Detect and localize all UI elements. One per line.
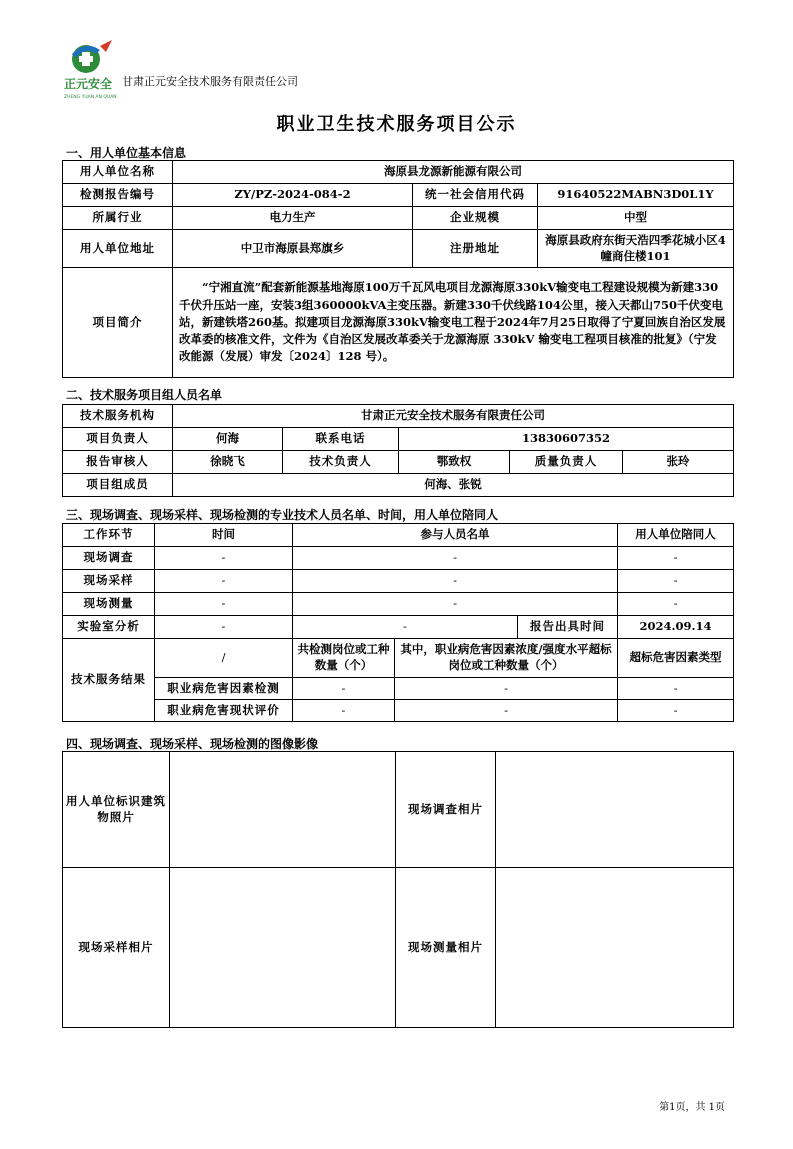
eval-exceed: - xyxy=(395,700,618,722)
stage-people: - xyxy=(293,593,618,616)
field-work-table xyxy=(62,523,734,722)
stage-time: - xyxy=(155,570,293,593)
phone-label: 联系电话 xyxy=(283,428,399,451)
team-table xyxy=(62,404,734,497)
survey-photo-label: 现场调查相片 xyxy=(396,752,496,868)
company-logo xyxy=(62,38,118,104)
tech: 鄂致权 xyxy=(399,451,510,474)
unit-name: 海原县龙源新能源有限公司 xyxy=(173,161,734,184)
reg-address: 海原县政府东街天浩四季花城小区4幢商住楼101 xyxy=(538,230,734,268)
lab-people: - xyxy=(293,616,518,639)
logo-subtext: ZHENG YUAN AN QUAN xyxy=(64,95,117,100)
basic-info-table xyxy=(62,160,734,378)
eval-label: 职业病危害现状评价 xyxy=(155,700,293,722)
sampling-photo-slot xyxy=(170,868,396,1028)
page-title: 职业卫生技术服务项目公示 xyxy=(276,114,517,135)
report-no-label: 检测报告编号 xyxy=(63,184,173,207)
report-no: ZY/PZ-2024-084-2 xyxy=(173,184,413,207)
section-1-heading: 一、用人单位基本信息 xyxy=(66,146,187,160)
stage-sampling: 现场采样 xyxy=(63,570,155,593)
section-2-heading: 二、技术服务项目组人员名单 xyxy=(66,388,223,402)
result-slash: / xyxy=(155,639,293,678)
reg-address-label: 注册地址 xyxy=(413,230,538,268)
building-photo-slot xyxy=(170,752,396,868)
quality-label: 质量负责人 xyxy=(510,451,623,474)
section-3-heading: 三、现场调查、现场采样、现场检测的专业技术人员名单、时间，用人单位陪同人 xyxy=(66,508,499,522)
col-people: 参与人员名单 xyxy=(293,524,618,547)
stage-people: - xyxy=(293,570,618,593)
photo-table xyxy=(62,751,734,1028)
industry: 电力生产 xyxy=(173,207,413,230)
stage-measure: 现场测量 xyxy=(63,593,155,616)
measure-photo-label: 现场测量相片 xyxy=(396,868,496,1028)
members-label: 项目组成员 xyxy=(63,474,173,497)
type-header: 超标危害因素类型 xyxy=(618,639,734,678)
col-stage: 工作环节 xyxy=(63,524,155,547)
eval-count: - xyxy=(293,700,395,722)
issue-label: 报告出具时间 xyxy=(518,616,618,639)
issue-date: 2024.09.14 xyxy=(618,616,734,639)
org: 甘肃正元安全技术服务有限责任公司 xyxy=(173,405,734,428)
stage-people: - xyxy=(293,547,618,570)
lab-label: 实验室分析 xyxy=(63,616,155,639)
members: 何海、张锐 xyxy=(173,474,734,497)
exceed-header: 其中，职业病危害因素浓度/强度水平超标岗位或工种数量（个） xyxy=(395,639,618,678)
industry-label: 所属行业 xyxy=(63,207,173,230)
tech-label: 技术负责人 xyxy=(283,451,399,474)
measure-photo-slot xyxy=(496,868,734,1028)
detect-exceed: - xyxy=(395,678,618,700)
count-header: 共检测岗位或工种数量（个） xyxy=(293,639,395,678)
stage-escort: - xyxy=(618,570,734,593)
building-photo-label: 用人单位标识建筑物照片 xyxy=(63,752,170,868)
lab-time: - xyxy=(155,616,293,639)
reviewer: 徐晓飞 xyxy=(173,451,283,474)
detect-count: - xyxy=(293,678,395,700)
table-row xyxy=(63,593,734,616)
reviewer-label: 报告审核人 xyxy=(63,451,173,474)
result-label: 技术服务结果 xyxy=(63,639,155,722)
scale: 中型 xyxy=(538,207,734,230)
quality: 张玲 xyxy=(623,451,734,474)
stage-escort: - xyxy=(618,547,734,570)
col-time: 时间 xyxy=(155,524,293,547)
page-number: 第1页，共 1页 xyxy=(659,1102,725,1113)
address: 中卫市海原县郑旗乡 xyxy=(173,230,413,268)
survey-photo-slot xyxy=(496,752,734,868)
credit-code-label: 统一社会信用代码 xyxy=(413,184,538,207)
stage-time: - xyxy=(155,547,293,570)
address-label: 用人单位地址 xyxy=(63,230,173,268)
sampling-photo-label: 现场采样相片 xyxy=(63,868,170,1028)
stage-time: - xyxy=(155,593,293,616)
section-4-heading: 四、现场调查、现场采样、现场检测的图像影像 xyxy=(66,737,319,751)
phone: 13830607352 xyxy=(399,428,734,451)
org-label: 技术服务机构 xyxy=(63,405,173,428)
detect-type: - xyxy=(618,678,734,700)
detect-label: 职业病危害因素检测 xyxy=(155,678,293,700)
stage-escort: - xyxy=(618,593,734,616)
leader: 何海 xyxy=(173,428,283,451)
unit-name-label: 用人单位名称 xyxy=(63,161,173,184)
credit-code: 91640522MABN3D0L1Y xyxy=(538,184,734,207)
intro-label: 项目简介 xyxy=(63,268,173,378)
table-row xyxy=(63,547,734,570)
leader-label: 项目负责人 xyxy=(63,428,173,451)
logo-text: 正元安全 xyxy=(64,77,113,91)
col-escort: 用人单位陪同人 xyxy=(618,524,734,547)
project-intro: “宁湘直流”配套新能源基地海原100万千瓦风电项目龙源海原330kV输变电工程建设规模为新建330千伏升压站一座，安装3组360000kVA主变压器。新建330千伏线路104公里，接入天都山750千伏变电站，新建铁塔260基。拟建项目龙源海原330kV输变电工程于2024年7月25日取得了宁夏回族自治区发展改革委的核准文件，文件为《自治区发展改革委关于龙源海原 330kV 输变电工程项目核准的批复》（宁发改能源（发展）审发〔2024〕128 号）。 xyxy=(173,268,734,378)
table-row xyxy=(63,570,734,593)
company-header: 甘肃正元安全技术服务有限责任公司 xyxy=(122,75,298,88)
stage-survey: 现场调查 xyxy=(63,547,155,570)
eval-type: - xyxy=(618,700,734,722)
scale-label: 企业规模 xyxy=(413,207,538,230)
